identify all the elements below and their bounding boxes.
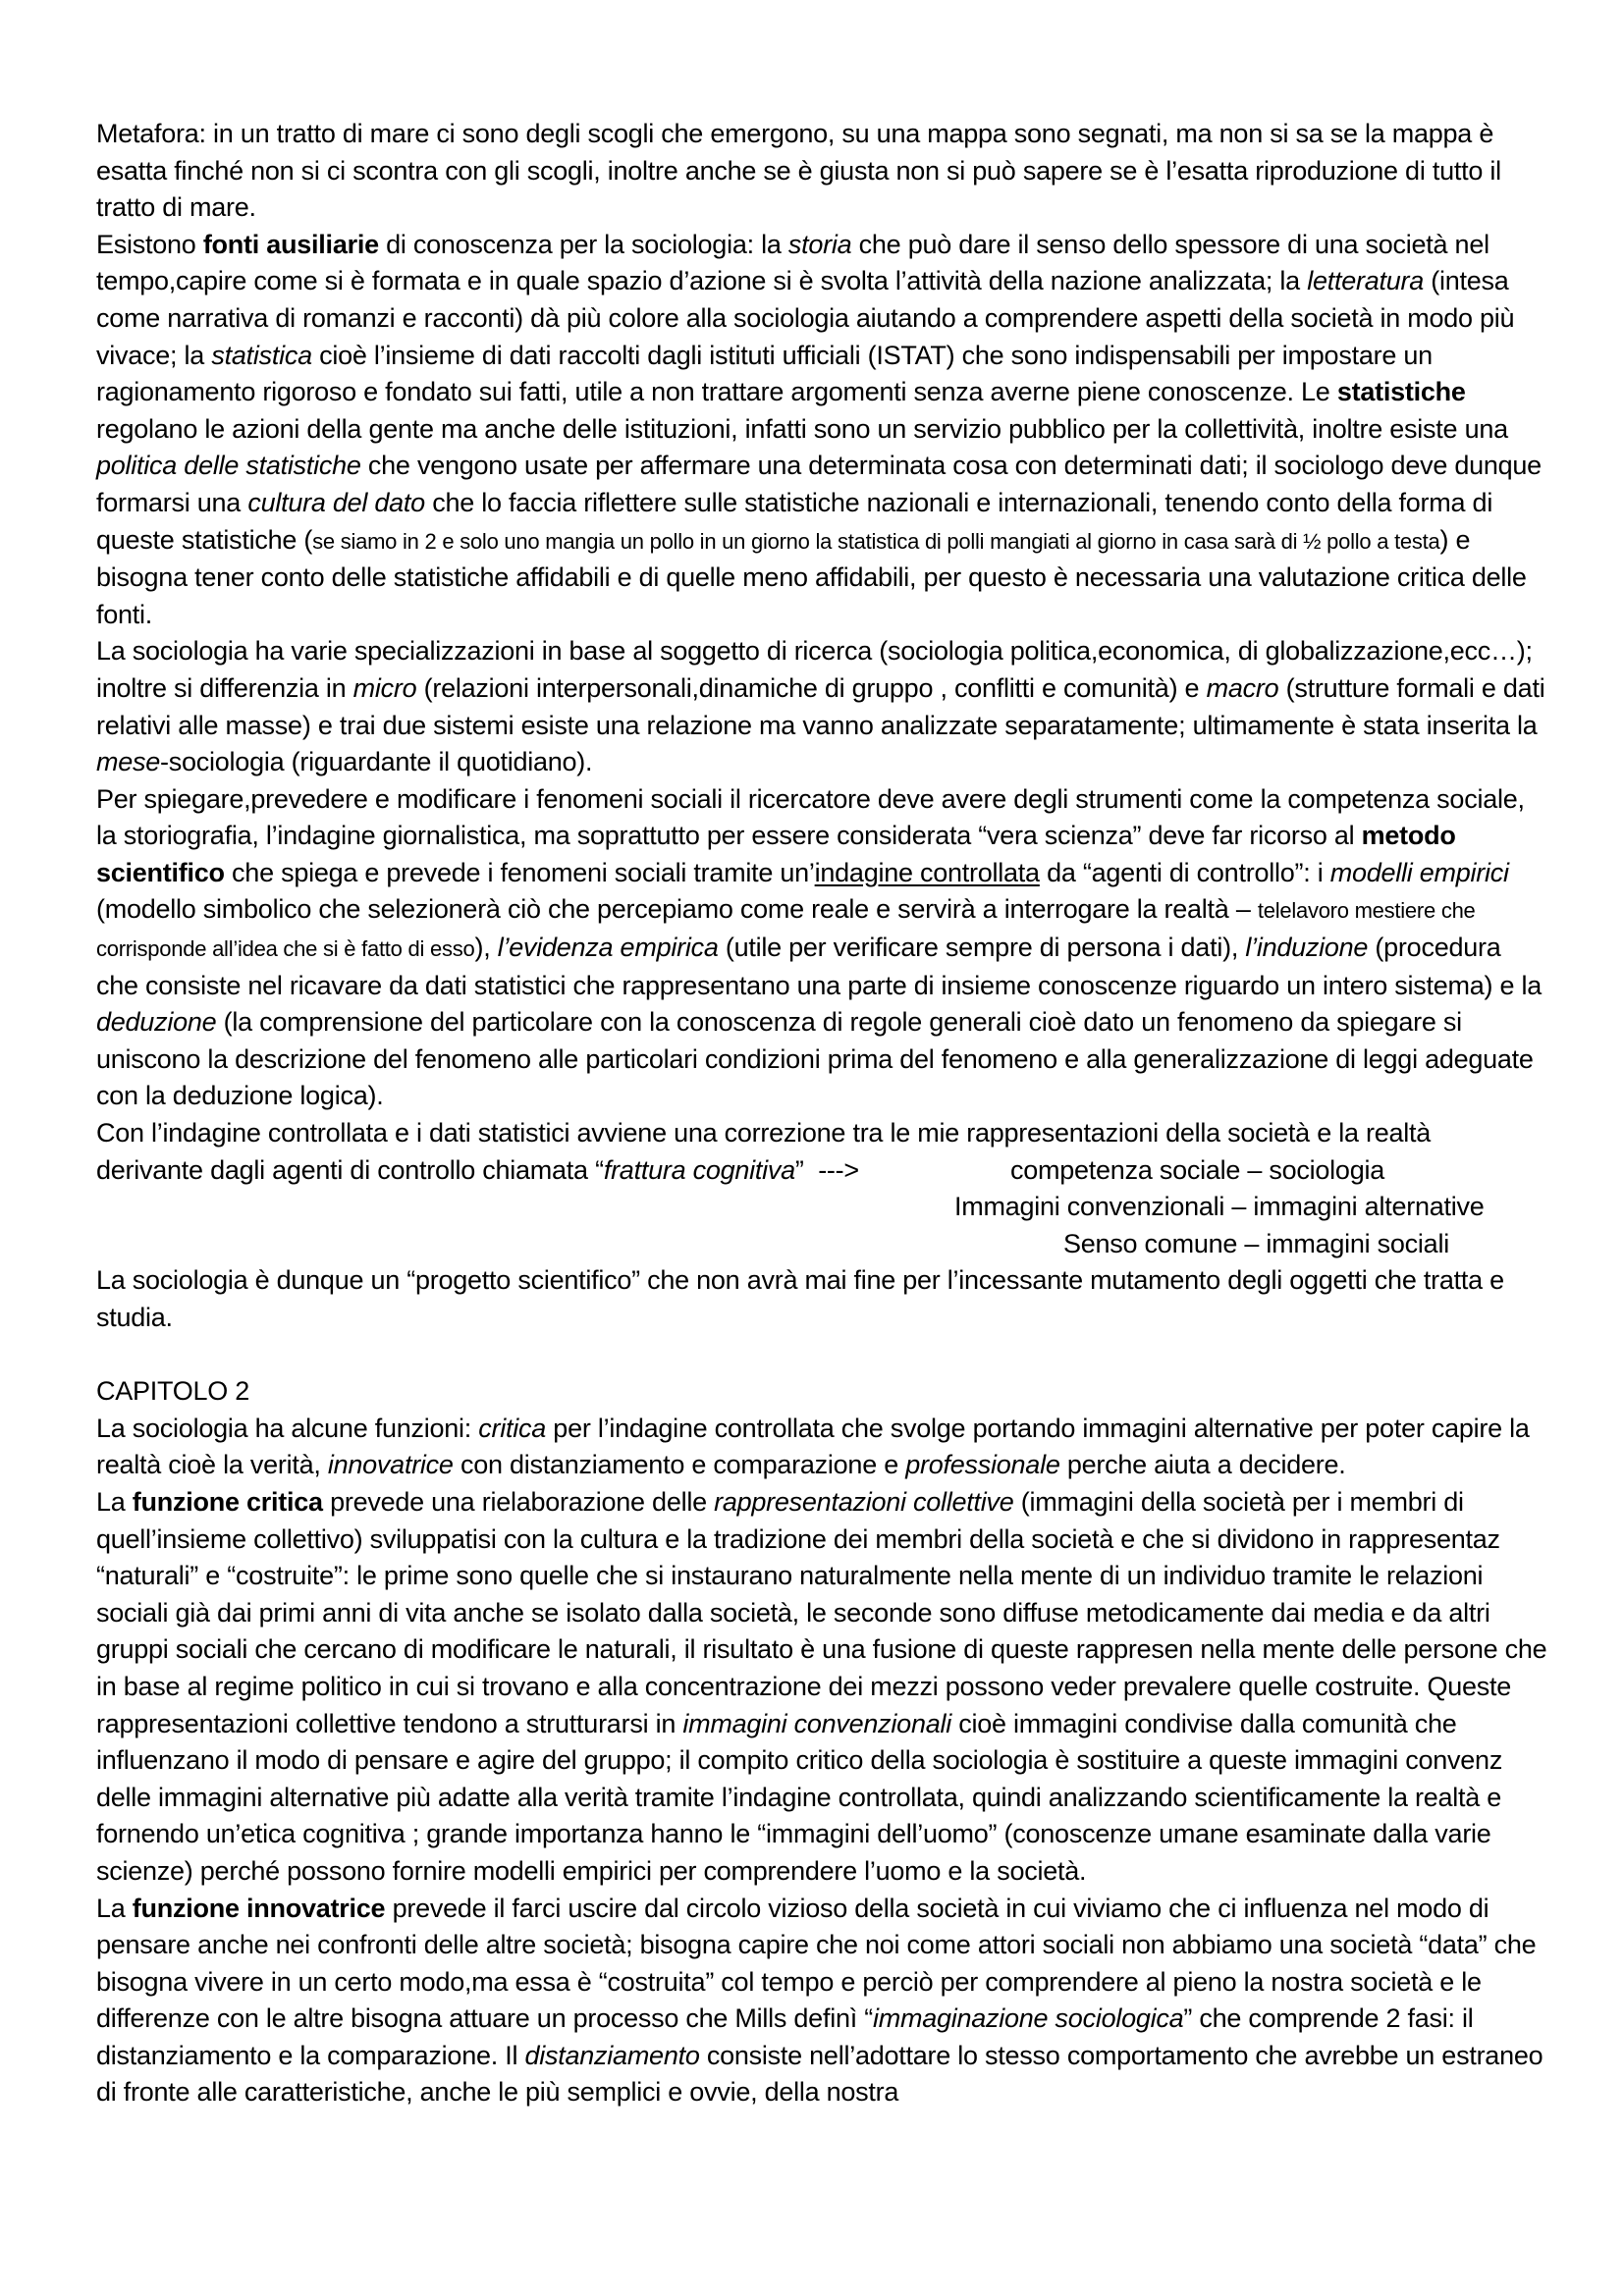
- blank-line: [96, 1337, 1549, 1374]
- text-run: (immagini della società per i membri di quell’insieme collettivo) sviluppatisi con la cultura e la tradizione dei membri della società e che si dividono in rappresentaz “naturali” e “costruite”: le prime sono quelle che si instaurano naturalmente nella mente di un individuo tramite le relazioni sociali già dai primi anni di vita anche se isolato dalla società, le seconde sono diffuse metodicamente dai media e da altri gruppi sociali che cercano di modificare le naturali, il risultato è una fusione di queste rappresen nella mente delle persone che in base al regime politico in cui si trovano e alla concentrazione dei mezzi possono veder prevalere quelle costruite. Queste rappresentazioni collettive tendono a strutturarsi in: [96, 1486, 1547, 1738]
- text-run: che vengono usate per affermare una determinata cosa con determinati dati; il sociologo deve dunque formarsi una: [96, 451, 1542, 517]
- diagram-item-senso-comune: Senso comune – immagini sociali: [1063, 1228, 1449, 1258]
- bold-term-metodo-scientifico: metodo scientifico: [96, 821, 1456, 887]
- small-example-note: se siamo in 2 e solo uno mangia un pollo in un giorno la statistica di polli mangiati al giorno in casa sarà di ½ pollo a testa: [312, 528, 1440, 554]
- text-run: derivante dagli agenti di controllo chiamata “: [96, 1154, 604, 1185]
- text-run: ) e bisogna tener conto delle statistiche affidabili e di quelle meno affidabili, per questo è necessaria una valutazione critica delle fonti.: [96, 524, 1527, 629]
- document-page: [96, 116, 1549, 2111]
- italic-term-immagini-convenzionali: immagini convenzionali: [682, 1708, 951, 1738]
- text-run: con distanziamento e comparazione e: [453, 1450, 906, 1480]
- chapter-heading: CAPITOLO 2: [96, 1376, 250, 1407]
- italic-term-innovatrice: innovatrice: [327, 1450, 454, 1480]
- italic-term-evidenza-empirica: l’evidenza empirica: [497, 933, 719, 963]
- diagram-item-immagini-convenzionali: Immagini convenzionali – immagini alternative: [954, 1192, 1485, 1222]
- text-run: ” che comprende 2 fasi: il distanziamento e la comparazione. Il: [96, 2003, 1474, 2070]
- paragraph-metafora: Metafora: in un tratto di mare ci sono degli scogli che emergono, su una mappa sono segnati, ma non si sa se la mappa è esatta finché non si ci scontra con gli scogli, inoltre anche se è giusta non si può sapere se è l’esatta riproduzione di tutto il tratto di mare.: [96, 119, 1501, 223]
- italic-term-micro: micro: [352, 672, 417, 703]
- paragraph-funzione-critica: [96, 1484, 1549, 1891]
- italic-term-critica: critica: [478, 1413, 547, 1443]
- frattura-cognitiva-row-1: [96, 1152, 1549, 1190]
- text-run: La: [96, 1486, 133, 1517]
- text-run: ”: [794, 1154, 804, 1185]
- paragraph-fonti-ausiliarie: [96, 227, 1549, 634]
- paragraph-funzione-innovatrice: [96, 1891, 1549, 2112]
- text-run: La sociologia ha alcune funzioni:: [96, 1413, 479, 1443]
- bold-term-funzione-innovatrice: funzione innovatrice: [132, 1893, 386, 1923]
- text-run: [96, 1155, 859, 1185]
- text-run: prevede il farci uscire dal circolo vizioso della società in cui viviamo che ci influenza nel modo di pensare anche nei confronti delle altre società; bisogna capire che noi come attori sociali non abbiamo una società “data” che bisogna vivere in un certo modo,ma essa è “costruita” col tempo e perciò per comprendere al pieno la nostra società e le differenze con le altre bisogna attuare un processo che Mills definì “: [96, 1893, 1537, 2034]
- italic-term-distanziamento: distanziamento: [524, 2040, 700, 2070]
- frattura-cognitiva-row-3: [96, 1226, 1549, 1263]
- text-run: ),: [474, 933, 498, 963]
- diagram-item-competenza-sociale: competenza sociale – sociologia: [1010, 1154, 1384, 1185]
- text-run: (intesa come narrativa di romanzi e racconti) dà più colore alla sociologia aiutando a comprendere aspetti della società in modo più vivace; la: [96, 266, 1515, 370]
- text-run: (relazioni interpersonali,dinamiche di gruppo , conflitti e comunità) e: [416, 672, 1207, 703]
- italic-term-modelli-empirici: modelli empirici: [1329, 857, 1509, 887]
- italic-term-rappresentazioni-collettive: rappresentazioni collettive: [714, 1486, 1014, 1517]
- paragraph-metodo-scientifico: [96, 781, 1549, 1115]
- text-run: cioè l’insieme di dati raccolti dagli istituti ufficiali (ISTAT) che sono indispensabili per impostare un ragionamento rigoroso e fondato sui fatti, utile a non trattare argomenti senza averne piene conoscenze. Le: [96, 340, 1433, 407]
- italic-term-deduzione: deduzione: [96, 1007, 217, 1038]
- text-run: prevede una rielaborazione delle: [322, 1486, 715, 1517]
- text-run: regolano le azioni della gente ma anche delle istituzioni, infatti sono un servizio pubblico per la collettività, inoltre esiste una: [96, 413, 1508, 444]
- text-run: da “agenti di controllo”: i: [1039, 857, 1330, 887]
- italic-term-immaginazione-sociologica: immaginazione sociologica: [872, 2003, 1184, 2034]
- text-run: Per spiegare,prevedere e modificare i fenomeni sociali il ricercatore deve avere degli strumenti come la competenza sociale, la storiografia, l’indagine giornalistica, ma soprattutto per essere considerata “vera scienza” deve far ricorso al: [96, 783, 1525, 851]
- paragraph-frattura-cognitiva-line1: Con l’indagine controllata e i dati statistici avviene una correzione tra le mie rappresentazioni della società e la realtà: [96, 1118, 1432, 1148]
- italic-term-macro: macro: [1206, 672, 1279, 703]
- frattura-cognitiva-row-2: [96, 1189, 1549, 1226]
- arrow-glyph: --->: [818, 1154, 859, 1185]
- text-run: (utile per verificare sempre di persona i dati),: [718, 933, 1246, 963]
- text-run: perche aiuta a decidere.: [1059, 1450, 1346, 1480]
- bold-term-funzione-critica: funzione critica: [132, 1486, 323, 1517]
- paragraph-progetto-scientifico: La sociologia è dunque un “progetto scientifico” che non avrà mai fine per l’incessante mutamento degli oggetti che tratta e studia.: [96, 1265, 1504, 1332]
- italic-term-politica-statistiche: politica delle statistiche: [96, 451, 361, 481]
- text-run: che può dare il senso dello spessore di una società nel tempo,capire come si è formata e in quale spazio d’azione si è svolta l’attività della nazione analizzata; la: [96, 229, 1489, 296]
- paragraph-funzioni: [96, 1411, 1549, 1484]
- text-run: (procedura che consiste nel ricavare da dati statistici che rappresentano una parte di insieme conoscenze riguardo un intero sistema) e la: [96, 933, 1543, 1000]
- text-run: La sociologia ha varie specializzazioni in base al soggetto di ricerca (sociologia politica,economica, di globalizzazione,ecc…); inoltre si differenzia in: [96, 636, 1533, 703]
- text-run: La: [96, 1893, 133, 1923]
- italic-term-cultura-del-dato: cultura del dato: [247, 487, 425, 517]
- text-run: consiste nell’adottare lo stesso comportamento che avrebbe un estraneo di fronte alle caratteristiche, anche le più semplici e ovvie, della nostra: [96, 2040, 1543, 2108]
- text-run: (la comprensione del particolare con la conoscenza di regole generali cioè dato un fenomeno da spiegare si uniscono la descrizione del fenomeno alle particolari condizioni prima del fenomeno e alla generalizzazione di leggi adeguate con la deduzione logica).: [96, 1007, 1534, 1111]
- text-run: (strutture formali e dati relativi alle masse) e trai due sistemi esiste una relazione ma vanno analizzate separatamente; ultimamente è stata inserita la: [96, 672, 1545, 740]
- text-run: cioè immagini condivise dalla comunità che influenzano il modo di pensare e agire del gruppo; il compito critico della sociologia è sostituire a queste immagini convenz delle immagini alternative più adatte alla verità tramite l’indagine controllata, quindi analizzando scientificamente la realtà e fornendo un’etica cognitiva ; grande importanza hanno le “immagini dell’uomo” (conoscenze umane esaminate dalla varie scienze) perché possono fornire modelli empirici per comprendere l’uomo e la società.: [96, 1708, 1503, 1886]
- text-run: che spiega e prevede i fenomeni sociali tramite un’: [224, 857, 815, 887]
- italic-term-frattura-cognitiva: frattura cognitiva: [603, 1154, 795, 1185]
- text-run: che lo faccia riflettere sulle statistiche nazionali e internazionali, tenendo conto della forma di queste statistiche (: [96, 487, 1493, 555]
- paragraph-specializzazioni: [96, 633, 1549, 780]
- text-run: di conoscenza per la sociologia: la: [378, 229, 788, 259]
- italic-term-storia: storia: [787, 229, 852, 259]
- small-example-note: telelavoro mestiere che corrisponde all’idea che si è fatto di esso: [96, 898, 1476, 962]
- text-run: (modello simbolico che selezionerà ciò che percepiamo come reale e servirà a interrogare la realtà –: [96, 894, 1258, 925]
- bold-term-fonti-ausiliarie: fonti ausiliarie: [202, 229, 379, 259]
- italic-term-letteratura: letteratura: [1307, 266, 1425, 296]
- italic-term-mese: mese: [96, 747, 161, 777]
- text-run: Esistono: [96, 229, 203, 259]
- italic-term-statistica: statistica: [211, 340, 312, 370]
- underlined-term-indagine-controllata: indagine controllata: [814, 857, 1040, 887]
- italic-term-induzione: l’induzione: [1245, 933, 1369, 963]
- bold-term-statistiche: statistiche: [1336, 377, 1466, 407]
- italic-term-professionale: professionale: [905, 1450, 1060, 1480]
- text-run: -sociologia (riguardante il quotidiano).: [160, 747, 593, 777]
- text-run: per l’indagine controllata che svolge portando immagini alternative per poter capire la realtà cioè la verità,: [96, 1413, 1530, 1480]
